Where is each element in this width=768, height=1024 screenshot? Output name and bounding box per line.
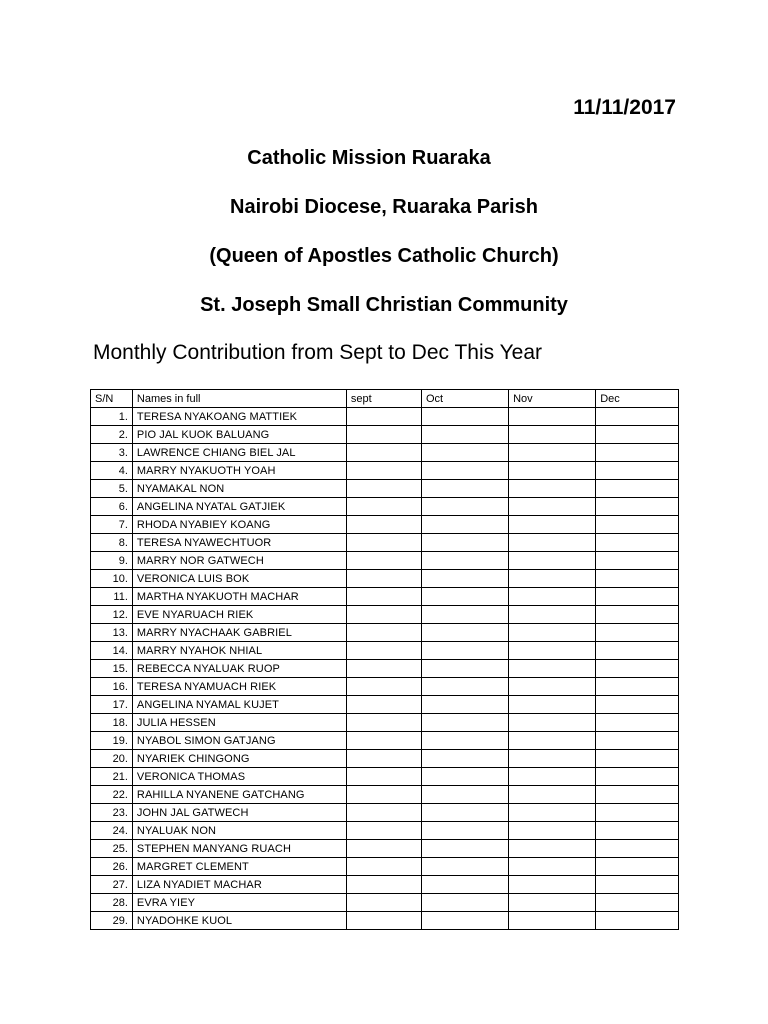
row-serial-number: 6. xyxy=(91,498,133,516)
contribution-cell-nov xyxy=(509,858,596,876)
contribution-cell-sept xyxy=(346,480,421,498)
contribution-cell-dec xyxy=(596,714,679,732)
contribution-cell-nov xyxy=(509,426,596,444)
contribution-cell-dec xyxy=(596,912,679,930)
row-member-name: RHODA NYABIEY KOANG xyxy=(132,516,346,534)
row-serial-number: 1. xyxy=(91,408,133,426)
contribution-cell-nov xyxy=(509,750,596,768)
contribution-cell-dec xyxy=(596,570,679,588)
row-member-name: VERONICA LUIS BOK xyxy=(132,570,346,588)
row-member-name: EVRA YIEY xyxy=(132,894,346,912)
row-member-name: NYARIEK CHINGONG xyxy=(132,750,346,768)
row-serial-number: 9. xyxy=(91,552,133,570)
contribution-cell-nov xyxy=(509,714,596,732)
table-row xyxy=(91,750,679,768)
contribution-cell-nov xyxy=(509,642,596,660)
contribution-cell-nov xyxy=(509,498,596,516)
contribution-cell-oct xyxy=(421,750,508,768)
contribution-cell-sept xyxy=(346,444,421,462)
contribution-cell-oct xyxy=(421,552,508,570)
contribution-cell-oct xyxy=(421,606,508,624)
contribution-cell-oct xyxy=(421,480,508,498)
table-row xyxy=(91,822,679,840)
contribution-cell-oct xyxy=(421,678,508,696)
contribution-cell-nov xyxy=(509,804,596,822)
row-serial-number: 21. xyxy=(91,768,133,786)
table-row xyxy=(91,534,679,552)
table-row xyxy=(91,696,679,714)
contribution-cell-oct xyxy=(421,804,508,822)
row-member-name: VERONICA THOMAS xyxy=(132,768,346,786)
contribution-cell-oct xyxy=(421,858,508,876)
table-row xyxy=(91,678,679,696)
contribution-cell-sept xyxy=(346,498,421,516)
contribution-cell-oct xyxy=(421,444,508,462)
contribution-cell-nov xyxy=(509,660,596,678)
contribution-cell-dec xyxy=(596,444,679,462)
row-serial-number: 23. xyxy=(91,804,133,822)
contribution-cell-dec xyxy=(596,480,679,498)
contribution-cell-nov xyxy=(509,822,596,840)
table-row xyxy=(91,516,679,534)
row-member-name: MARRY NYAHOK NHIAL xyxy=(132,642,346,660)
row-serial-number: 4. xyxy=(91,462,133,480)
table-header-row xyxy=(91,390,679,408)
row-serial-number: 24. xyxy=(91,822,133,840)
row-member-name: REBECCA NYALUAK RUOP xyxy=(132,660,346,678)
contribution-cell-nov xyxy=(509,912,596,930)
row-member-name: TERESA NYAKOANG MATTIEK xyxy=(132,408,346,426)
contribution-cell-nov xyxy=(509,768,596,786)
contribution-cell-sept xyxy=(346,462,421,480)
document-subtitle: Monthly Contribution from Sept to Dec This Year xyxy=(93,341,543,364)
row-member-name: MARRY NYAKUOTH YOAH xyxy=(132,462,346,480)
row-member-name: LAWRENCE CHIANG BIEL JAL xyxy=(132,444,346,462)
contribution-cell-sept xyxy=(346,408,421,426)
row-member-name: MARRY NYACHAAK GABRIEL xyxy=(132,624,346,642)
row-member-name: LIZA NYADIET MACHAR xyxy=(132,876,346,894)
contribution-cell-oct xyxy=(421,876,508,894)
row-serial-number: 26. xyxy=(91,858,133,876)
row-member-name: TERESA NYAWECHTUOR xyxy=(132,534,346,552)
table-row xyxy=(91,714,679,732)
column-header-name: Names in full xyxy=(132,390,346,408)
row-serial-number: 2. xyxy=(91,426,133,444)
row-member-name: JULIA HESSEN xyxy=(132,714,346,732)
contribution-cell-oct xyxy=(421,714,508,732)
row-serial-number: 20. xyxy=(91,750,133,768)
contribution-cell-nov xyxy=(509,570,596,588)
contribution-cell-nov xyxy=(509,732,596,750)
contribution-cell-nov xyxy=(509,480,596,498)
row-serial-number: 15. xyxy=(91,660,133,678)
contribution-cell-dec xyxy=(596,732,679,750)
contribution-cell-sept xyxy=(346,660,421,678)
row-serial-number: 25. xyxy=(91,840,133,858)
row-serial-number: 12. xyxy=(91,606,133,624)
contribution-cell-oct xyxy=(421,408,508,426)
row-serial-number: 5. xyxy=(91,480,133,498)
table-row xyxy=(91,876,679,894)
row-serial-number: 14. xyxy=(91,642,133,660)
row-member-name: ANGELINA NYATAL GATJIEK xyxy=(132,498,346,516)
table-row xyxy=(91,642,679,660)
row-member-name: NYABOL SIMON GATJANG xyxy=(132,732,346,750)
contribution-cell-dec xyxy=(596,462,679,480)
contribution-cell-nov xyxy=(509,516,596,534)
contribution-cell-sept xyxy=(346,642,421,660)
row-member-name: MARTHA NYAKUOTH MACHAR xyxy=(132,588,346,606)
contribution-cell-sept xyxy=(346,732,421,750)
table-row xyxy=(91,498,679,516)
contribution-table xyxy=(90,389,679,930)
table-row xyxy=(91,840,679,858)
contribution-cell-oct xyxy=(421,588,508,606)
contribution-cell-dec xyxy=(596,642,679,660)
contribution-cell-sept xyxy=(346,552,421,570)
contribution-cell-dec xyxy=(596,786,679,804)
contribution-cell-dec xyxy=(596,534,679,552)
row-member-name: EVE NYARUACH RIEK xyxy=(132,606,346,624)
contribution-cell-sept xyxy=(346,606,421,624)
contribution-cell-nov xyxy=(509,696,596,714)
row-member-name: ANGELINA NYAMAL KUJET xyxy=(132,696,346,714)
community-heading: St. Joseph Small Christian Community xyxy=(200,294,568,316)
contribution-cell-dec xyxy=(596,426,679,444)
contribution-cell-sept xyxy=(346,516,421,534)
contribution-cell-dec xyxy=(596,858,679,876)
contribution-cell-dec xyxy=(596,696,679,714)
contribution-cell-oct xyxy=(421,462,508,480)
contribution-cell-dec xyxy=(596,678,679,696)
row-member-name: STEPHEN MANYANG RUACH xyxy=(132,840,346,858)
contribution-cell-sept xyxy=(346,624,421,642)
contribution-cell-dec xyxy=(596,552,679,570)
table-row xyxy=(91,426,679,444)
table-row xyxy=(91,552,679,570)
contribution-cell-oct xyxy=(421,426,508,444)
contribution-cell-nov xyxy=(509,894,596,912)
contribution-cell-dec xyxy=(596,516,679,534)
table-row xyxy=(91,462,679,480)
contribution-cell-oct xyxy=(421,822,508,840)
contribution-cell-oct xyxy=(421,696,508,714)
contribution-cell-oct xyxy=(421,660,508,678)
row-member-name: TERESA NYAMUACH RIEK xyxy=(132,678,346,696)
contribution-cell-oct xyxy=(421,624,508,642)
row-member-name: NYADOHKE KUOL xyxy=(132,912,346,930)
row-serial-number: 10. xyxy=(91,570,133,588)
contribution-cell-dec xyxy=(596,804,679,822)
table-row xyxy=(91,786,679,804)
row-serial-number: 18. xyxy=(91,714,133,732)
contribution-cell-nov xyxy=(509,552,596,570)
table-row xyxy=(91,480,679,498)
contribution-cell-sept xyxy=(346,822,421,840)
table-row xyxy=(91,570,679,588)
table-row xyxy=(91,660,679,678)
contribution-cell-dec xyxy=(596,768,679,786)
row-member-name: JOHN JAL GATWECH xyxy=(132,804,346,822)
table-body xyxy=(91,408,679,930)
contribution-cell-sept xyxy=(346,534,421,552)
table-row xyxy=(91,606,679,624)
contribution-cell-sept xyxy=(346,588,421,606)
row-serial-number: 13. xyxy=(91,624,133,642)
contribution-cell-nov xyxy=(509,462,596,480)
contribution-cell-sept xyxy=(346,786,421,804)
contribution-cell-dec xyxy=(596,840,679,858)
contribution-cell-sept xyxy=(346,876,421,894)
contribution-cell-nov xyxy=(509,840,596,858)
table-row xyxy=(91,624,679,642)
row-member-name: MARGRET CLEMENT xyxy=(132,858,346,876)
contribution-cell-sept xyxy=(346,714,421,732)
contribution-cell-oct xyxy=(421,894,508,912)
contribution-cell-dec xyxy=(596,408,679,426)
row-serial-number: 28. xyxy=(91,894,133,912)
row-member-name: RAHILLA NYANENE GATCHANG xyxy=(132,786,346,804)
contribution-cell-oct xyxy=(421,498,508,516)
table-row xyxy=(91,408,679,426)
contribution-cell-dec xyxy=(596,822,679,840)
table-row xyxy=(91,894,679,912)
contribution-cell-oct xyxy=(421,570,508,588)
contribution-cell-dec xyxy=(596,606,679,624)
row-member-name: NYALUAK NON xyxy=(132,822,346,840)
column-header-oct: Oct xyxy=(421,390,508,408)
mission-heading: Catholic Mission Ruaraka xyxy=(247,147,491,169)
table-row xyxy=(91,588,679,606)
contribution-cell-nov xyxy=(509,624,596,642)
row-member-name: NYAMAKAL NON xyxy=(132,480,346,498)
contribution-cell-sept xyxy=(346,750,421,768)
table-row xyxy=(91,912,679,930)
contribution-cell-oct xyxy=(421,912,508,930)
contribution-cell-oct xyxy=(421,840,508,858)
contribution-cell-nov xyxy=(509,678,596,696)
contribution-cell-nov xyxy=(509,408,596,426)
table-row xyxy=(91,768,679,786)
row-serial-number: 19. xyxy=(91,732,133,750)
table-row xyxy=(91,804,679,822)
contribution-cell-dec xyxy=(596,750,679,768)
contribution-cell-dec xyxy=(596,624,679,642)
contribution-cell-dec xyxy=(596,876,679,894)
row-serial-number: 17. xyxy=(91,696,133,714)
contribution-cell-oct xyxy=(421,786,508,804)
row-serial-number: 8. xyxy=(91,534,133,552)
table-row xyxy=(91,858,679,876)
row-serial-number: 22. xyxy=(91,786,133,804)
column-header-sept: sept xyxy=(346,390,421,408)
contribution-cell-oct xyxy=(421,732,508,750)
row-member-name: PIO JAL KUOK BALUANG xyxy=(132,426,346,444)
contribution-cell-nov xyxy=(509,786,596,804)
contribution-cell-sept xyxy=(346,426,421,444)
column-header-dec: Dec xyxy=(596,390,679,408)
contribution-cell-sept xyxy=(346,804,421,822)
church-heading: (Queen of Apostles Catholic Church) xyxy=(209,245,559,267)
row-serial-number: 7. xyxy=(91,516,133,534)
contribution-cell-nov xyxy=(509,444,596,462)
row-member-name: MARRY NOR GATWECH xyxy=(132,552,346,570)
contribution-cell-oct xyxy=(421,516,508,534)
contribution-cell-nov xyxy=(509,588,596,606)
row-serial-number: 16. xyxy=(91,678,133,696)
document-date: 11/11/2017 xyxy=(573,96,676,119)
contribution-cell-dec xyxy=(596,660,679,678)
table-row xyxy=(91,444,679,462)
row-serial-number: 27. xyxy=(91,876,133,894)
row-serial-number: 29. xyxy=(91,912,133,930)
contribution-cell-oct xyxy=(421,642,508,660)
contribution-cell-sept xyxy=(346,696,421,714)
table-row xyxy=(91,732,679,750)
contribution-cell-nov xyxy=(509,606,596,624)
contribution-cell-nov xyxy=(509,876,596,894)
contribution-cell-sept xyxy=(346,858,421,876)
contribution-cell-dec xyxy=(596,588,679,606)
column-header-sn: S/N xyxy=(91,390,133,408)
contribution-cell-sept xyxy=(346,570,421,588)
column-header-nov: Nov xyxy=(509,390,596,408)
contribution-cell-dec xyxy=(596,894,679,912)
row-serial-number: 3. xyxy=(91,444,133,462)
contribution-cell-sept xyxy=(346,840,421,858)
contribution-cell-sept xyxy=(346,912,421,930)
contribution-cell-nov xyxy=(509,534,596,552)
contribution-cell-oct xyxy=(421,534,508,552)
contribution-cell-sept xyxy=(346,894,421,912)
contribution-cell-dec xyxy=(596,498,679,516)
contribution-cell-sept xyxy=(346,678,421,696)
contribution-cell-oct xyxy=(421,768,508,786)
contribution-cell-sept xyxy=(346,768,421,786)
diocese-heading: Nairobi Diocese, Ruaraka Parish xyxy=(230,196,538,218)
row-serial-number: 11. xyxy=(91,588,133,606)
